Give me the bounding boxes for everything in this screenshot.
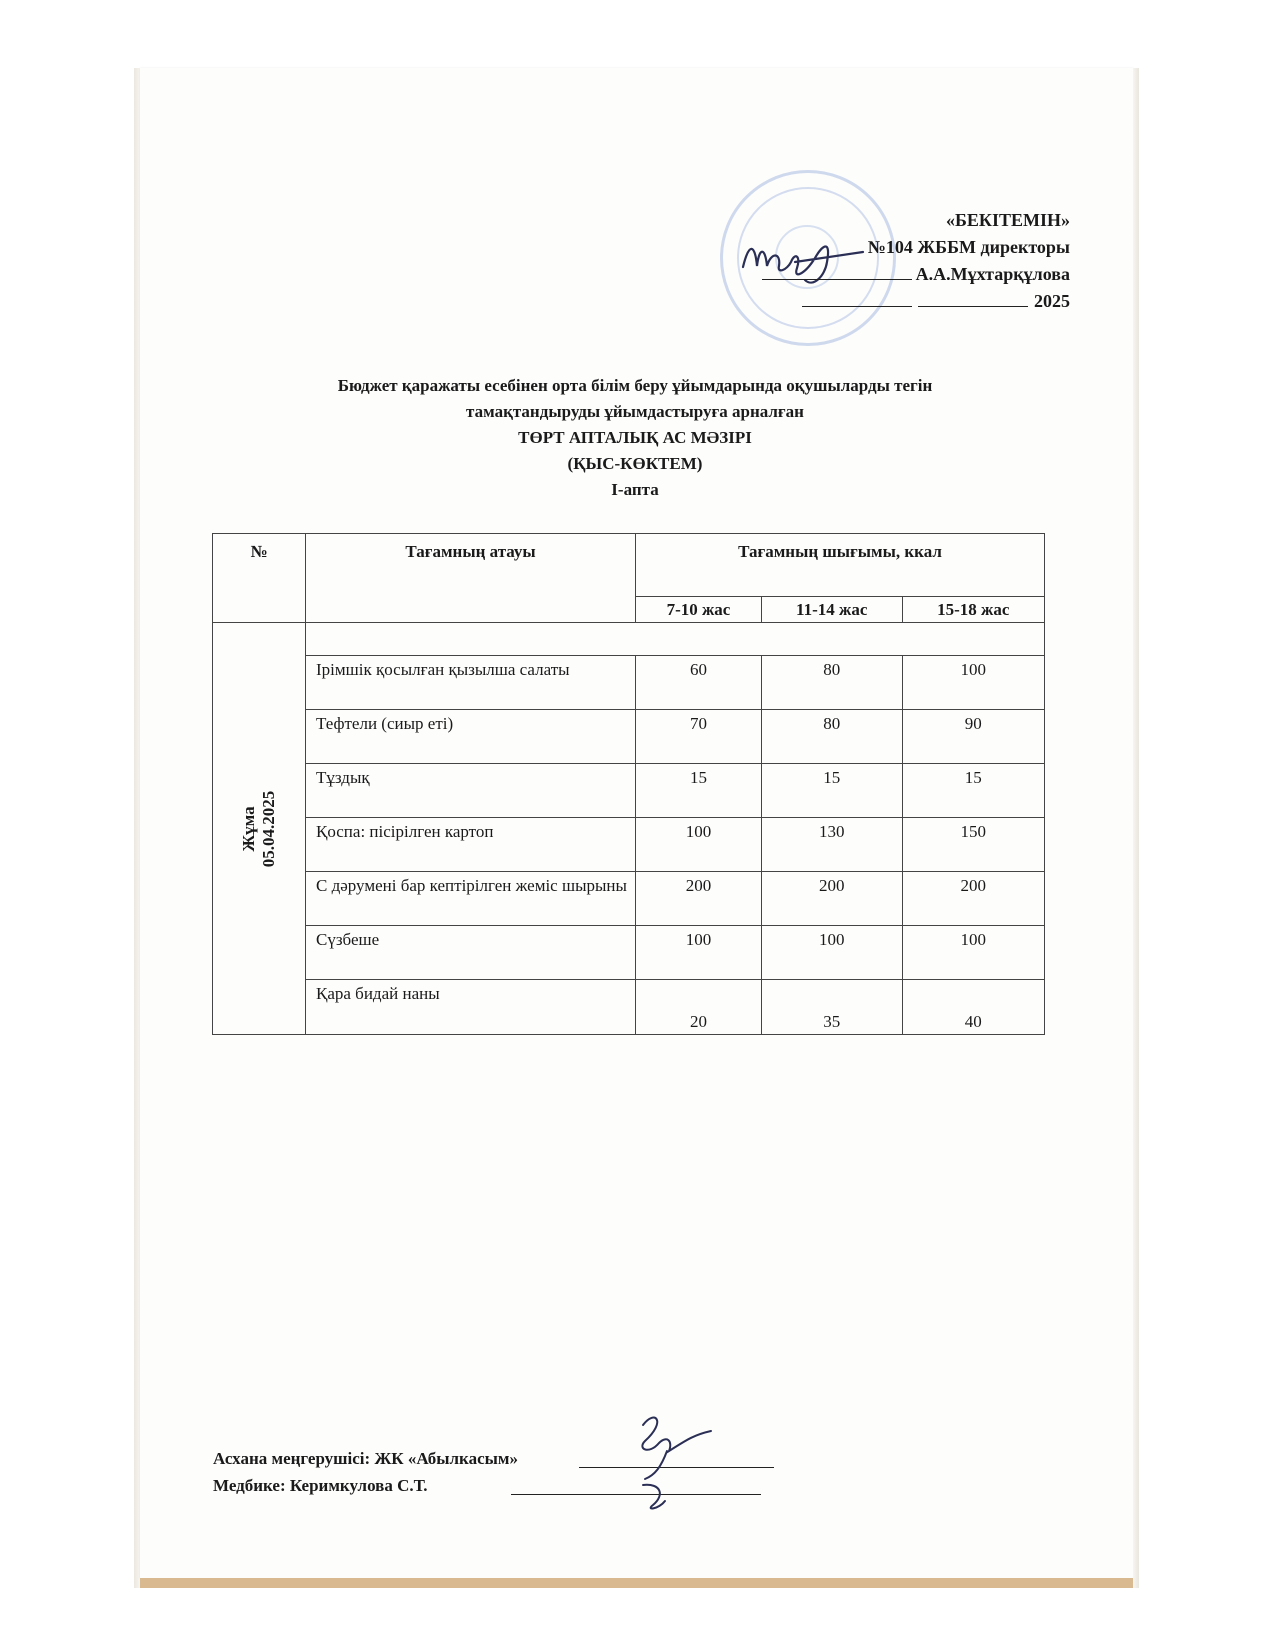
kitchen-head-row (213, 1445, 518, 1472)
heading-line-1: Бюджет қаражаты есебінен орта білім беру ұйымдарында оқушыларды тегін (337, 376, 933, 395)
kcal-11-14: 80 (761, 656, 902, 710)
table-row (213, 926, 1045, 980)
approval-year: 2025 (1034, 291, 1070, 311)
paper-right-edge (1133, 68, 1139, 1588)
kcal-15-18: 15 (902, 764, 1044, 818)
dish-name: Ірімшік қосылған қызылша салаты (306, 656, 636, 710)
header-dish-name: Тағамның атауы (306, 534, 636, 623)
kcal-15-18: 90 (902, 710, 1044, 764)
kcal-7-10: 100 (636, 926, 762, 980)
paper-bottom-edge (140, 1578, 1133, 1588)
document-heading (200, 373, 1070, 503)
kcal-15-18: 100 (902, 926, 1044, 980)
kitchen-head-signature (615, 1405, 725, 1515)
heading-line-5: І-апта (611, 480, 659, 499)
table-row (213, 818, 1045, 872)
kcal-11-14: 100 (761, 926, 902, 980)
header-number: № (213, 534, 306, 623)
header-age-7-10: 7-10 жас (636, 597, 762, 623)
day-cell (213, 623, 306, 1035)
kcal-11-14: 15 (761, 764, 902, 818)
approval-position: №104 ЖББМ директоры (867, 237, 1070, 257)
dish-name: Қоспа: пісірілген картоп (306, 818, 636, 872)
kcal-11-14: 130 (761, 818, 902, 872)
dish-name: Сүзбеше (306, 926, 636, 980)
table-row (213, 980, 1045, 1035)
kcal-7-10: 100 (636, 818, 762, 872)
approval-name: А.А.Мұхтарқұлова (915, 264, 1070, 284)
kcal-15-18: 40 (902, 980, 1044, 1035)
day-name: Жұма (239, 805, 258, 852)
kcal-15-18: 150 (902, 818, 1044, 872)
kcal-7-10: 70 (636, 710, 762, 764)
approval-date-line (762, 288, 1070, 315)
dish-name: Тұздық (306, 764, 636, 818)
signature-blank (762, 265, 912, 280)
footer-signatures (213, 1445, 518, 1499)
nurse-label: Медбике: Керимкулова С.Т. (213, 1476, 428, 1495)
approval-block (762, 207, 1070, 315)
table-row-empty (213, 623, 1045, 656)
header-age-15-18: 15-18 жас (902, 597, 1044, 623)
header-age-11-14: 11-14 жас (761, 597, 902, 623)
table-row (213, 656, 1045, 710)
kcal-11-14: 80 (761, 710, 902, 764)
approval-title: «БЕКІТЕМІН» (946, 210, 1070, 230)
kcal-15-18: 200 (902, 872, 1044, 926)
heading-line-4: (ҚЫС-КӨКТЕМ) (567, 454, 703, 473)
table-row (213, 764, 1045, 818)
dish-name: Тефтели (сиыр еті) (306, 710, 636, 764)
kcal-15-18: 100 (902, 656, 1044, 710)
kcal-11-14: 200 (761, 872, 902, 926)
date-blank-1 (802, 292, 912, 307)
kcal-11-14: 35 (761, 980, 902, 1035)
date-blank-2 (918, 292, 1028, 307)
kcal-7-10: 200 (636, 872, 762, 926)
table-row (213, 710, 1045, 764)
day-date: 05.04.2025 (259, 790, 278, 867)
kcal-7-10: 60 (636, 656, 762, 710)
day-label (239, 790, 279, 867)
approval-signature-line (762, 261, 1070, 288)
table-header-row (213, 534, 1045, 597)
header-kcal: Тағамның шығымы, ккал (636, 534, 1045, 597)
dish-name: С дәрумені бар кептірілген жеміс шырыны (306, 872, 636, 926)
nurse-row (213, 1472, 518, 1499)
kitchen-head-label: Асхана меңгерушісі: ЖК «Абылкасым» (213, 1449, 518, 1468)
menu-table (212, 533, 1045, 1035)
dish-name: Қара бидай наны (306, 980, 636, 1035)
kcal-7-10: 15 (636, 764, 762, 818)
empty-cell (306, 623, 1045, 656)
kcal-7-10: 20 (636, 980, 762, 1035)
heading-line-3: ТӨРТ АПТАЛЫҚ АС МӘЗІРІ (518, 428, 752, 447)
table-row (213, 872, 1045, 926)
heading-line-2: тамақтандыруды ұйымдастыруға арналған (466, 402, 804, 421)
